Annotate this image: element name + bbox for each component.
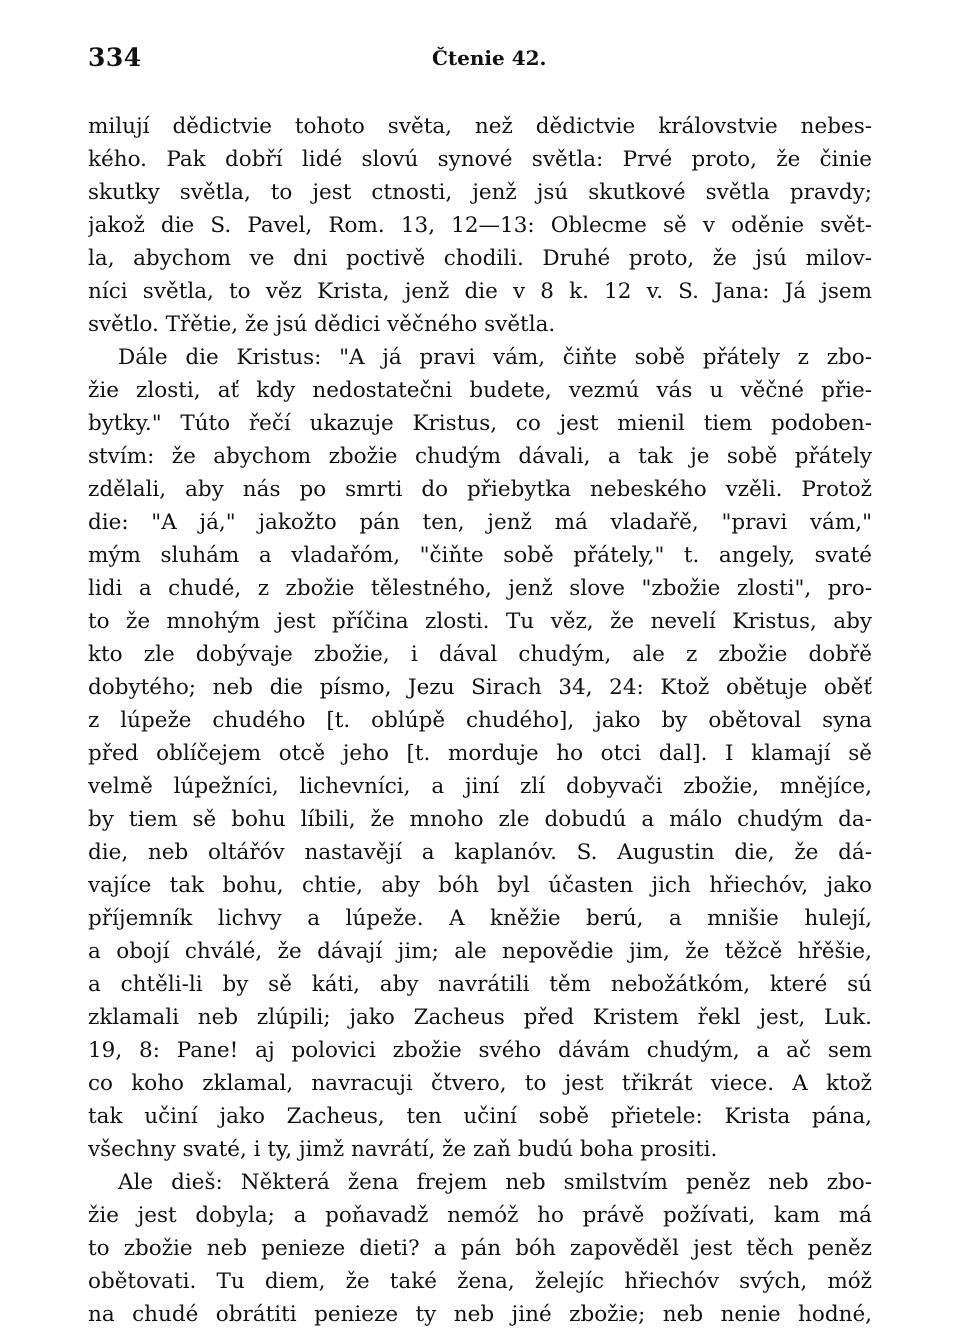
text-line: a chtěli-li by sě káti, aby navrátili těm nebožátkóm, které sú (88, 972, 872, 997)
text-line: všechny svaté, i ty, jimž navrátí, že zaň budú boha prositi. (88, 1137, 718, 1162)
text-line: níci světla, to věz Krista, jenž die v 8 k. 12 v. S. Jana: Já jsem (88, 279, 872, 304)
text-line: tak učiní jako Zacheus, ten učiní sobě přietele: Krista pána, (88, 1104, 872, 1129)
text-line: co koho zklamal, navracuji čtvero, to jest třikrát viece. A ktož (88, 1071, 872, 1096)
text-line: kého. Pak dobří lidé slovú synové světla: Prvé proto, že činie (88, 147, 872, 172)
text-line: obětovati. Tu diem, že také žena, želejíc hřiechóv svých, móž (88, 1269, 872, 1294)
text-line: bytky." Túto řečí ukazuje Kristus, co jest mienil tiem podoben- (88, 411, 872, 436)
text-line: na chudé obrátiti penieze ty neb jiné zbožie; neb nenie hodné, (88, 1302, 872, 1327)
text-line: dobytého; neb die písmo, Jezu Sirach 34, 24: Ktož obětuje oběť (88, 675, 872, 700)
body-text (88, 110, 872, 1331)
text-line: světlo. Třětie, že jsú dědici věčného světla. (88, 312, 556, 337)
text-line: žie jest dobyla; a poňavadž nemóž ho právě požívati, kam má (88, 1203, 872, 1228)
text-line: z lúpeže chudého [t. oblúpě chudého], jako by obětoval syna (88, 708, 872, 733)
text-line: die: "A já," jakožto pán ten, jenž má vladařě, "pravi vám," (88, 510, 872, 535)
text-line: zdělali, aby nás po smrti do přiebytka nebeského vzěli. Protož (88, 477, 872, 502)
text-line: velmě lúpežníci, lichevníci, a jiní zlí dobyvači zbožie, mnějíce, (88, 774, 872, 799)
text-line: milují dědictvie tohoto světa, než dědictvie královstvie nebes- (88, 114, 872, 139)
text-line: la, abychom ve dni poctivě chodili. Druhé proto, že jsú milov- (88, 246, 872, 271)
page-number: 334 (88, 43, 142, 72)
text-line: vajíce tak bohu, chtie, aby bóh byl účasten jich hřiechóv, jako (88, 873, 872, 898)
text-line: die, neb oltářóv nastavějí a kaplanóv. S. Augustin die, že dá- (88, 840, 872, 865)
text-line: před oblíčejem otcě jeho [t. morduje ho otci dal]. I klamají sě (88, 741, 872, 766)
text-line: Dále die Kristus: "A já pravi vám, čiňte sobě přátely z zbo- (118, 345, 872, 370)
page-header (88, 40, 872, 76)
text-line: mým sluhám a vladařóm, "čiňte sobě přátely," t. angely, svaté (88, 543, 872, 568)
text-line: kto zle dobývaje zbožie, i dával chudým, ale z zbožie dobřě (88, 642, 872, 667)
text-line: Ale dieš: Některá žena frejem neb smilstvím peněz neb zbo- (118, 1170, 872, 1195)
text-line: skutky světla, to jest ctnosti, jenž jsú skutkové světla pravdy; (88, 180, 872, 205)
text-line: stvím: že abychom zbožie chudým dávali, a tak je sobě přátely (88, 444, 872, 469)
text-line: příjemník lichvy a lúpeže. A kněžie berú, a mnišie hulejí, (88, 906, 872, 931)
text-line: žie zlosti, ať kdy nedostatečni budete, vezmú vás u věčné přie- (88, 378, 872, 403)
text-line: by tiem sě bohu líbili, že mnoho zle dobudú a málo chudým da- (88, 807, 872, 832)
text-line: 19, 8: Pane! aj polovici zbožie svého dávám chudým, a ač sem (88, 1038, 872, 1063)
text-line: lidi a chudé, z zbožie tělestného, jenž slove "zbožie zlosti", pro- (88, 576, 872, 601)
text-line: jakož die S. Pavel, Rom. 13, 12—13: Oblecme sě v oděnie svět- (88, 213, 872, 238)
text-line: to zbožie neb penieze dieti? a pán bóh zapověděl jest těch peněz (88, 1236, 872, 1261)
text-line: a obojí chválé, že dávají jim; ale nepovědie jim, že těžcě hřěšie, (88, 939, 872, 964)
text-line: to že mnohým jest příčina zlosti. Tu věz, že nevelí Kristus, aby (88, 609, 872, 634)
text-line: zklamali neb zlúpili; jako Zacheus před Kristem řekl jest, Luk. (88, 1005, 872, 1030)
running-head: Čtenie 42. (432, 46, 547, 70)
